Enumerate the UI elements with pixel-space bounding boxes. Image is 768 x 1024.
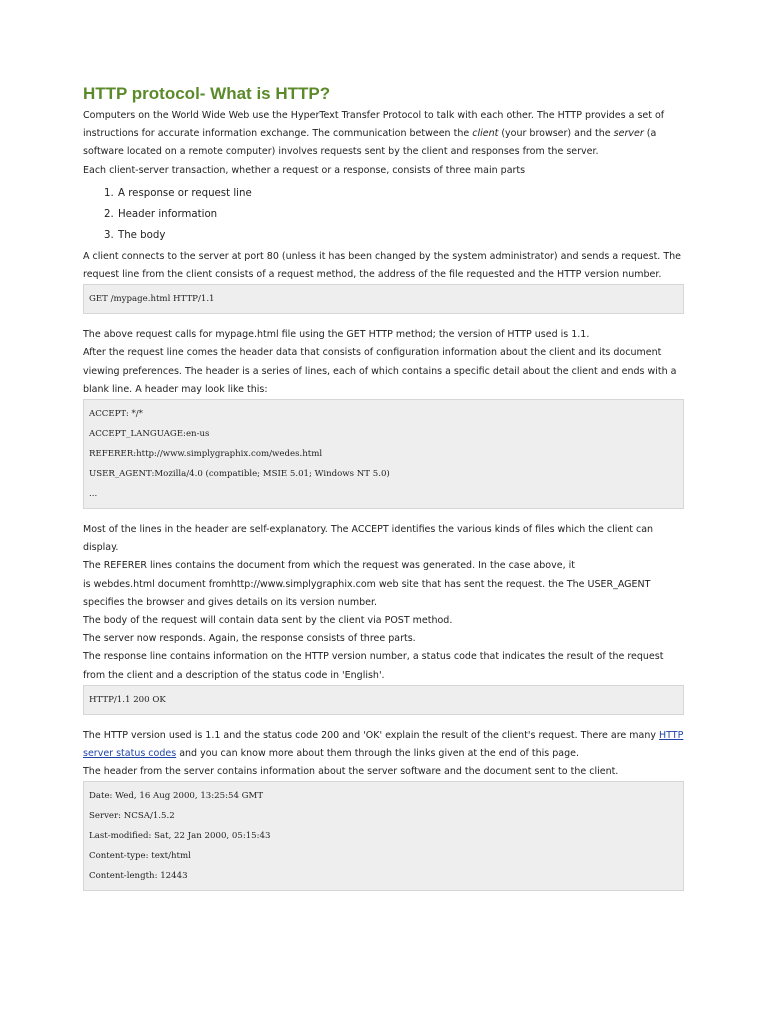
code-line: ... [89,489,98,500]
explain-paragraph-3: is webdes.html document fromhttp://www.simplygraphix.com web site that has sent the request. the The USER_AGENT specifies the browser and gives details on its version number. [83,578,651,608]
response-text-b: and you can know more about them through the links given at the end of this page. [176,748,579,760]
request-explain: The above request calls for mypage.html file using the GET HTTP method; the version of HTTP used is 1.1. [83,329,590,341]
code-line: Date: Wed, 16 Aug 2000, 13:25:54 GMT [89,791,264,802]
list-item: 2. Header information [117,204,684,225]
list-item: 3. The body [117,225,684,246]
response-header-code [83,781,684,891]
code-line: REFERER:http://www.simplygraphix.com/wedes.html [89,449,323,460]
explain-paragraph-5: The server now responds. Again, the response consists of three parts. [83,633,416,645]
list-item: 1. A response or request line [117,183,684,204]
request-line-code [83,284,684,314]
parts-list [83,183,684,246]
explain-paragraph-4: The body of the request will contain data sent by the client via POST method. [83,615,453,627]
code-line: ACCEPT: */* [89,409,143,420]
response-line-code [83,685,684,715]
code-line: Last-modified: Sat, 22 Jan 2000, 05:15:43 [89,831,271,842]
intro-text-a: Computers on the World Wide Web use the HyperText Transfer Protocol to talk with each other. The HTTP provides a set of instructions for accurate information exchange. The communication between the [83,110,665,140]
code-line: ACCEPT_LANGUAGE:en-us [89,429,210,440]
request-paragraph: A client connects to the server at port 80 (unless it has been changed by the system administrator) and sends a request. The request line from the client consists of a request method, the address of the file requested and the HTTP version number. [83,250,682,281]
code-line: Content-type: text/html [89,851,191,862]
intro-paragraph [83,107,684,162]
header-explain: After the request line comes the header data that consists of configuration information about the client and its document viewing preferences. The header is a series of lines, each of which contains a specific detail about the client and ends with a blank line. A header may look like this: [83,347,677,395]
code-line: GET /mypage.html HTTP/1.1 [89,294,215,305]
request-header-code [83,399,684,509]
server-header-intro: The header from the server contains information about the server software and the document sent to the client. [83,766,619,778]
intro-text-c: (a software located on a remote computer) involves requests sent by the client and responses from the server. [83,128,657,158]
response-paragraph [83,727,684,763]
code-line: Server: NCSA/1.5.2 [89,811,175,822]
code-line: HTTP/1.1 200 OK [89,694,166,705]
intro-server-term: server [613,128,644,140]
code-line: USER_AGENT:Mozilla/4.0 (compatible; MSIE 5.01; Windows NT 5.0) [89,469,390,480]
response-text-a: The HTTP version used is 1.1 and the status code 200 and 'OK' explain the result of the client's request. There are many [83,729,660,741]
intro-text-b: (your browser) and the [498,128,614,140]
page-title: HTTP protocol- What is HTTP? [83,84,331,103]
code-line: Content-length: 12443 [89,871,188,882]
explain-paragraph-6: The response line contains information on the HTTP version number, a status code that indicates the result of the request from the client and a description of the status code in 'English'. [83,651,664,681]
parts-intro: Each client-server transaction, whether a request or a response, consists of three main parts [83,164,526,176]
intro-client-term: client [472,128,499,140]
explain-paragraph-1: Most of the lines in the header are self-explanatory. The ACCEPT identifies the various kinds of files which the client can display. [83,524,654,554]
explain-paragraph-2: The REFERER lines contains the document from which the request was generated. In the case above, it [83,560,575,572]
status-codes-link[interactable]: HTTP server status codes [83,729,684,760]
